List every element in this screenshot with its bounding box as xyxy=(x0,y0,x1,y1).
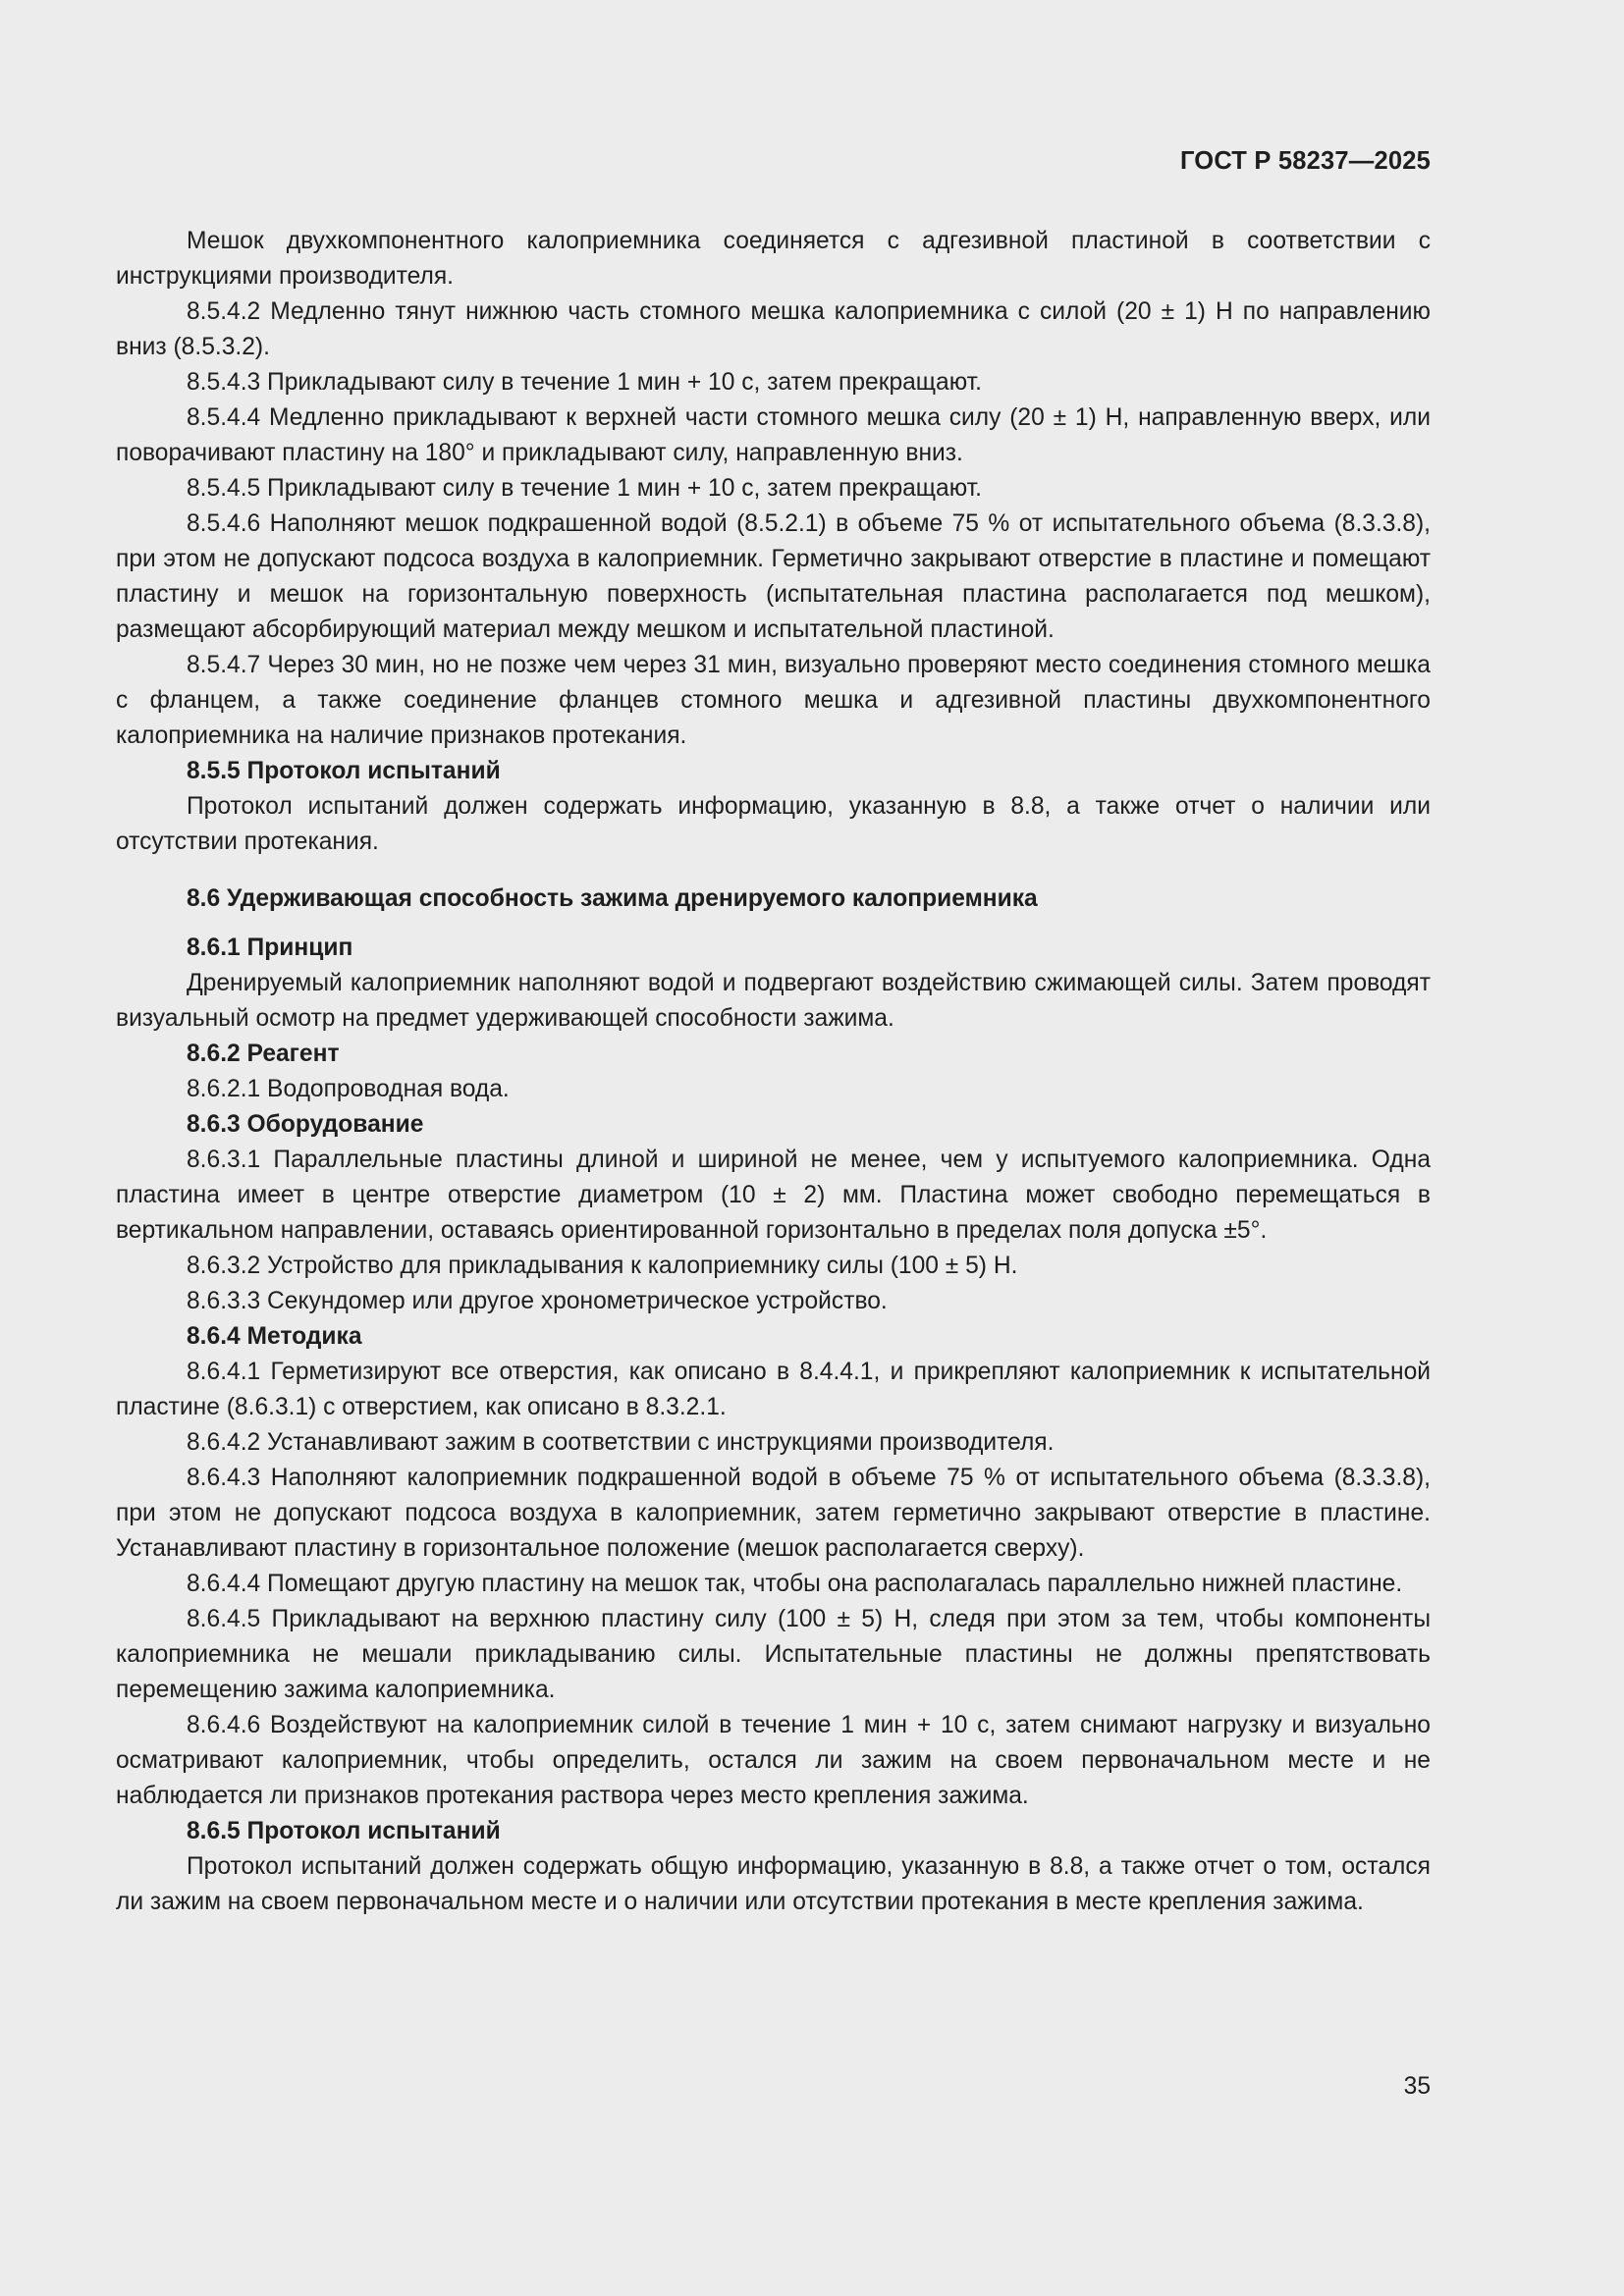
clause-8-5-4-4: 8.5.4.4 Медленно прикладывают к верхней части стомного мешка силу (20 ± 1) Н, направленную вверх, или поворачивают пластину на 180° и прикладывают силу, направленную вниз. xyxy=(116,404,1431,466)
clause-8-6-3-2: 8.6.3.2 Устройство для прикладывания к калоприемнику силы (100 ± 5) Н. xyxy=(187,1253,1018,1279)
section-heading-8-6: 8.6 Удерживающая способность зажима дренируемого калоприемника xyxy=(187,885,1038,912)
clause-8-6-4-3: 8.6.4.3 Наполняют калоприемник подкрашенной водой в объеме 75 % от испытательного объема (8.3.3.8), при этом не допускают подсоса воздуха в калоприемник, затем герметично закрывают отверстие в пластине. Устанавливают пластину в горизонтальное положение (мешок располагается сверху). xyxy=(116,1465,1431,1562)
clause-8-5-4-3: 8.5.4.3 Прикладывают силу в течение 1 мин + 10 с, затем прекращают. xyxy=(187,369,982,396)
clause-8-5-4-5: 8.5.4.5 Прикладывают силу в течение 1 мин + 10 с, затем прекращают. xyxy=(187,475,982,502)
clause-8-6-3-3: 8.6.3.3 Секундомер или другое хронометрическое устройство. xyxy=(187,1288,888,1314)
heading-8-5-5: 8.5.5 Протокол испытаний xyxy=(187,758,501,784)
heading-8-6-3: 8.6.3 Оборудование xyxy=(187,1111,424,1138)
clause-8-6-3-1: 8.6.3.1 Параллельные пластины длиной и шириной не менее, чем у испытуемого калоприемника. Одна пластина имеет в центре отверстие диаметром (10 ± 2) мм. Пластина может свободно перемещаться в вертикальном направлении, оставаясь ориентированной горизонтально в пределах поля допуска ±5°. xyxy=(116,1147,1431,1244)
heading-8-6-4: 8.6.4 Методика xyxy=(187,1323,362,1350)
paragraph-8-5-5-text: Протокол испытаний должен содержать информацию, указанную в 8.8, а также отчет о наличии или отсутствии протекания. xyxy=(116,793,1431,855)
paragraph-intro: Мешок двухкомпонентного калоприемника соединяется с адгезивной пластиной в соответствии с инструкциями производителя. xyxy=(116,228,1431,290)
clause-8-6-4-1: 8.6.4.1 Герметизируют все отверстия, как описано в 8.4.4.1, и прикрепляют калоприемник к испытательной пластине (8.6.3.1) с отверстием, как описано в 8.3.2.1. xyxy=(116,1359,1431,1420)
clause-8-6-4-4: 8.6.4.4 Помещают другую пластину на мешок так, чтобы она располагалась параллельно нижней пластине. xyxy=(187,1571,1403,1597)
heading-8-6-2: 8.6.2 Реагент xyxy=(187,1041,340,1067)
page-number: 35 xyxy=(1403,2073,1431,2100)
paragraph-8-6-1-text: Дренируемый калоприемник наполняют водой и подвергают воздействию сжимающей силы. Затем проводят визуальный осмотр на предмет удерживающей способности зажима. xyxy=(116,970,1431,1032)
clause-8-6-4-6: 8.6.4.6 Воздействуют на калоприемник силой в течение 1 мин + 10 с, затем снимают нагрузку и визуально осматривают калоприемник, чтобы определить, остался ли зажим на своем первоначальном месте и не наблюдается ли признаков протекания раствора через место крепления зажима. xyxy=(116,1712,1431,1809)
heading-8-6-1: 8.6.1 Принцип xyxy=(187,934,353,961)
clause-8-5-4-2: 8.5.4.2 Медленно тянут нижнюю часть стомного мешка калоприемника с силой (20 ± 1) Н по направлению вниз (8.5.3.2). xyxy=(116,298,1431,360)
document-body xyxy=(116,224,1431,1920)
clause-8-6-4-2: 8.6.4.2 Устанавливают зажим в соответствии с инструкциями производителя. xyxy=(187,1429,1055,1456)
clause-8-5-4-6: 8.5.4.6 Наполняют мешок подкрашенной водой (8.5.2.1) в объеме 75 % от испытательного объема (8.3.3.8), при этом не допускают подсоса воздуха в калоприемник. Герметично закрывают отверстие в пластине и помещают пластину и мешок на горизонтальную поверхность (испытательная пластина располагается под мешком), размещают абсорбирующий материал между мешком и испытательной пластиной. xyxy=(116,510,1431,643)
paragraph-8-6-5-text: Протокол испытаний должен содержать общую информацию, указанную в 8.8, а также отчет о том, остался ли зажим на своем первоначальном месте и о наличии или отсутствии протекания в месте крепления зажима. xyxy=(116,1853,1431,1915)
document-code: ГОСТ Р 58237—2025 xyxy=(1179,147,1431,175)
heading-8-6-5: 8.6.5 Протокол испытаний xyxy=(187,1818,501,1844)
clause-8-5-4-7: 8.5.4.7 Через 30 мин, но не позже чем через 31 мин, визуально проверяют место соединения стомного мешка с фланцем, а также соединение фланцев стомного мешка и адгезивной пластины двухкомпонентного калоприемника на наличие признаков протекания. xyxy=(116,652,1431,749)
clause-8-6-2-1: 8.6.2.1 Водопроводная вода. xyxy=(187,1076,510,1102)
clause-8-6-4-5: 8.6.4.5 Прикладывают на верхнюю пластину силу (100 ± 5) Н, следя при этом за тем, чтобы компоненты калоприемника не мешали прикладыванию силы. Испытательные пластины не должны препятствовать перемещению зажима калоприемника. xyxy=(116,1606,1431,1703)
